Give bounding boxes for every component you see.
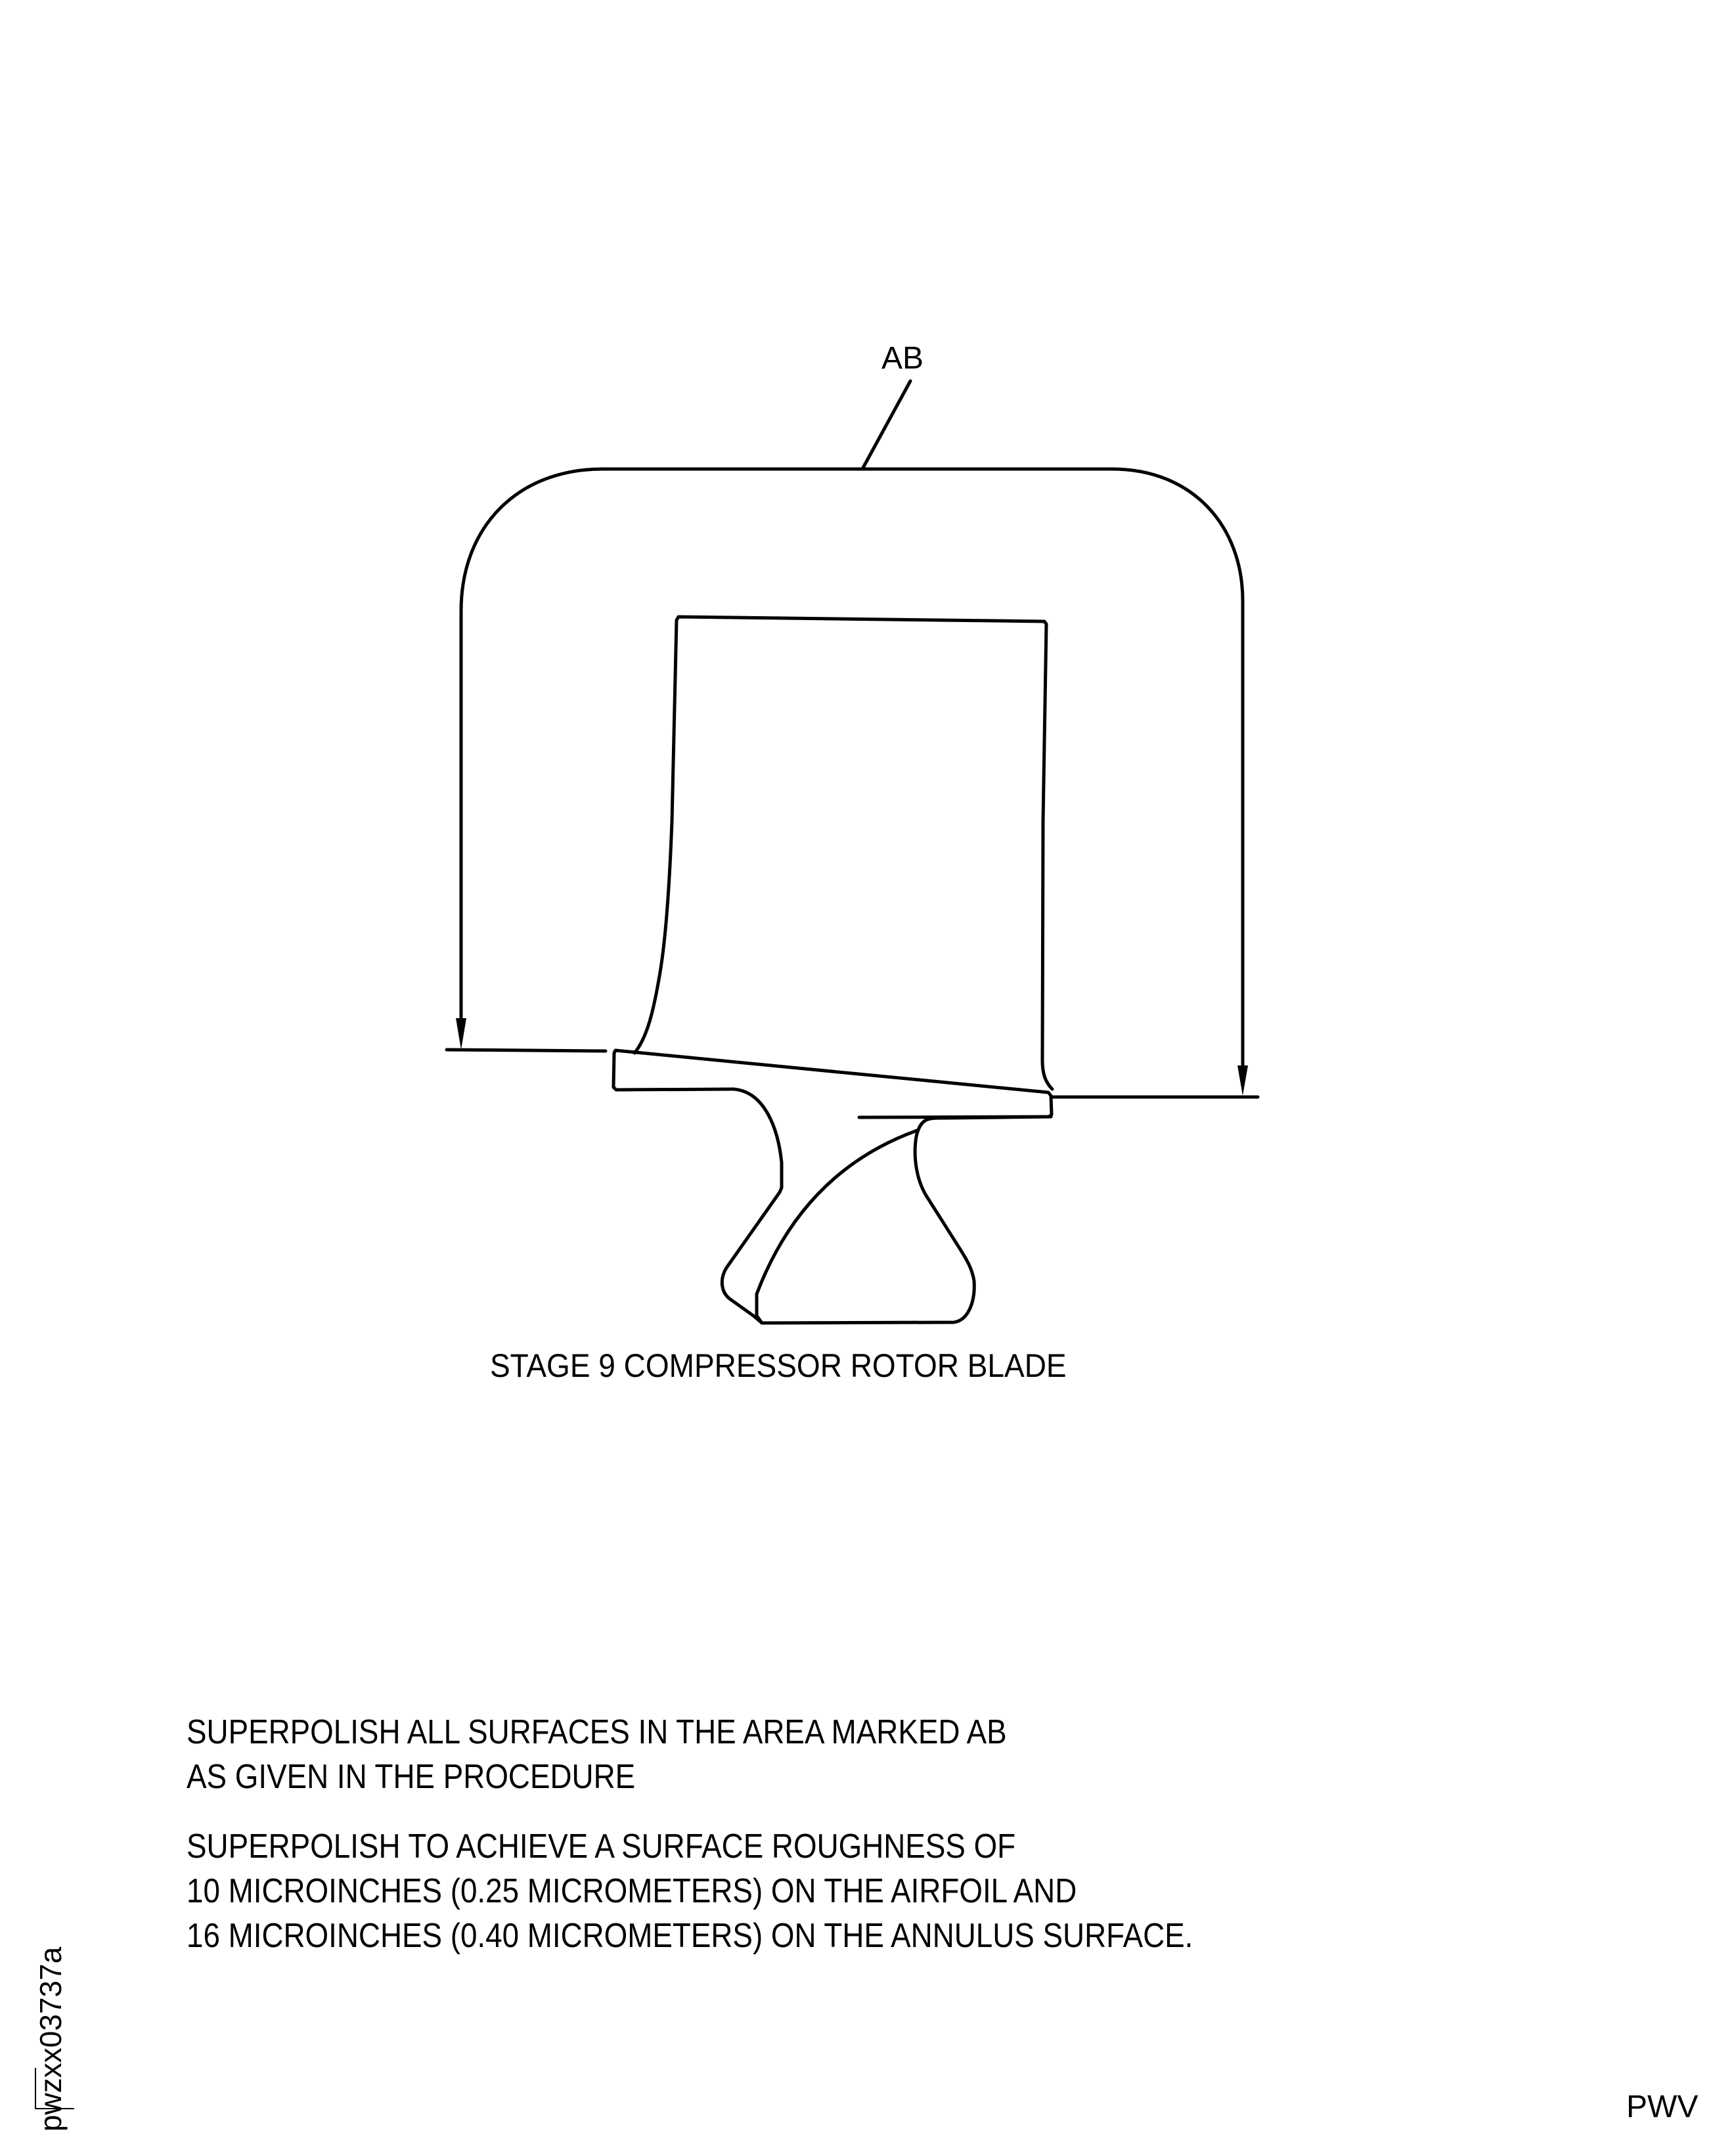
publisher-code: PWV	[1626, 2090, 1699, 2124]
note-paragraph	[187, 1824, 1330, 1958]
figure-caption: STAGE 9 COMPRESSOR ROTOR BLADE	[490, 1347, 1067, 1384]
left-arrowhead-icon	[456, 1018, 466, 1050]
note-paragraph	[187, 1710, 1330, 1799]
note-line: SUPERPOLISH TO ACHIEVE A SURFACE ROUGHNESS OF	[187, 1827, 1016, 1866]
left-reference-line	[447, 1050, 606, 1051]
area-label-ab: AB	[881, 341, 924, 376]
airfoil-outline	[634, 617, 1052, 1089]
note-line: SUPERPOLISH ALL SURFACES IN THE AREA MARKED AB	[187, 1713, 1007, 1751]
right-arrowhead-icon	[1237, 1065, 1248, 1096]
ab-area-bracket	[461, 469, 1243, 1077]
ab-leader-line	[863, 381, 910, 468]
note-line: 16 MICROINCHES (0.40 MICROMETERS) ON THE ANNULUS SURFACE.	[187, 1917, 1193, 1955]
root-outline	[722, 1089, 1051, 1323]
note-line: 10 MICROINCHES (0.25 MICROMETERS) ON THE AIRFOIL AND	[187, 1872, 1077, 1910]
platform-outline	[613, 1050, 1052, 1117]
note-line: AS GIVEN IN THE PROCEDURE	[187, 1758, 636, 1796]
figure-id: pwzxx03737a	[33, 1946, 68, 2132]
procedure-notes	[187, 1710, 1330, 1958]
